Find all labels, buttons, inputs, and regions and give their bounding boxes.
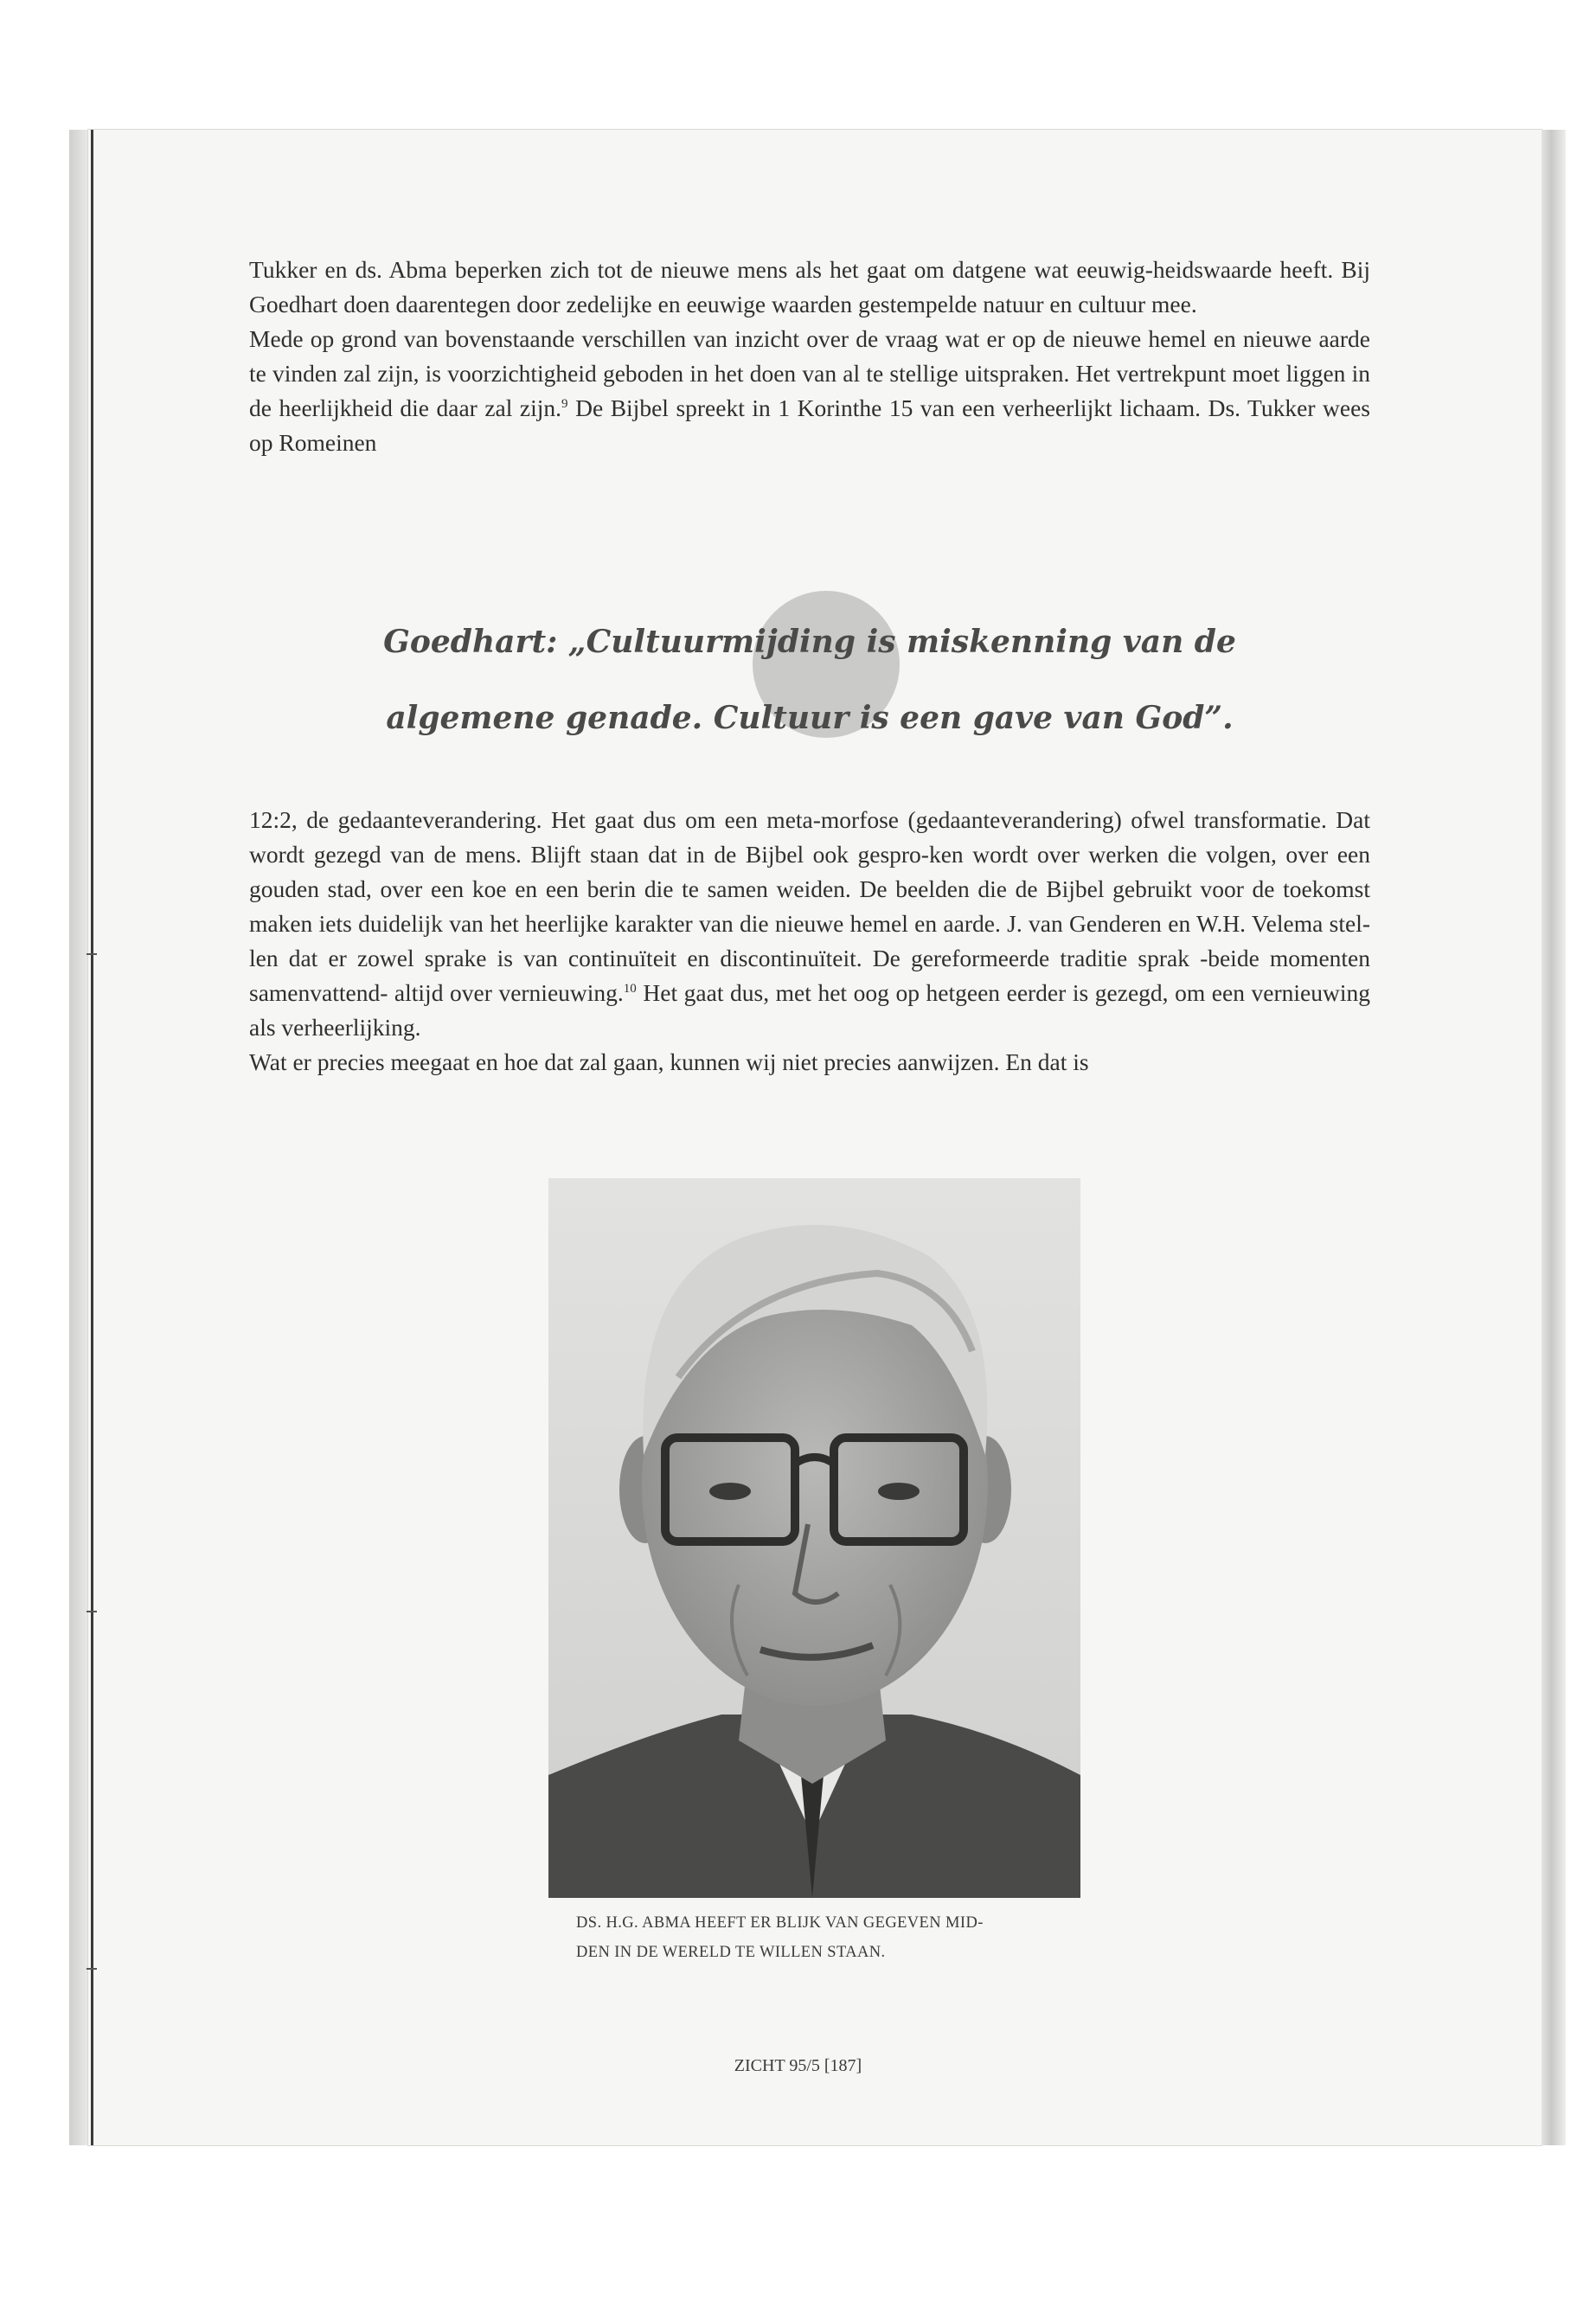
paragraph: Tukker en ds. Abma beperken zich tot de nieuwe mens als het gaat om datgene wat eeuwig-heidswaarde heeft. Bij Goedhart doen daarentegen door zedelijke en eeuwige waarden gestempelde natuur en cultuur mee. — [249, 256, 1370, 317]
pull-quote-line: algemene genade. Cultuur is een gave van God”. — [386, 700, 1234, 736]
article-text-bottom — [249, 803, 1370, 1080]
portrait-photo-illustration — [548, 1178, 1080, 1898]
book-binding-line — [91, 130, 93, 2145]
pull-quote-line: Goedhart: „Cultuurmijding is miskenning van de — [383, 624, 1236, 660]
book-spine-shadow — [69, 130, 90, 2145]
paragraph-text: Mede op grond van bovenstaande verschillen van inzicht over de vraag wat er op de nieuwe hemel en nieuwe aarde te vinden zal zijn, is voorzichtigheid geboden in het doen van al te stellige uitspraken. Het vertrekpunt moet liggen in de heerlijkheid die daar zal zijn. — [249, 325, 1370, 421]
footnote-marker: 9 — [561, 396, 568, 411]
photo-caption — [576, 1908, 1095, 1967]
paragraph-text: Het gaat dus, met het oog op hetgeen eerder is gezegd, om een vernieuwing als verheerlijking. — [249, 979, 1370, 1041]
paragraph — [249, 322, 1370, 460]
caption-line: DS. H.G. ABMA HEEFT ER BLIJK VAN GEGEVEN MID- — [576, 1914, 984, 1932]
paragraph-text: 12:2, de gedaanteverandering. Het gaat dus om een meta-morfose (gedaanteverandering) ofwel transformatie. Dat wordt gezegd van de mens. Blijft staan dat in de Bijbel ook gespro-ken wordt over werken die volgen, over een gouden stad, over een koe en een berin die te samen weiden. De beelden die de Bijbel gebruikt voor de toekomst maken iets duidelijk van het heerlijke karakter van die nieuwe hemel en aarde. J. van Genderen en W.H. Velema stel-len dat er zowel sprake is van continuïteit en discontinuïteit. De gereformeerde traditie sprak -beide momenten samenvattend- altijd over vernieuwing. — [249, 806, 1370, 1006]
paragraph: Wat er precies meegaat en hoe dat zal gaan, kunnen wij niet precies aanwijzen. En dat is — [249, 1048, 1089, 1075]
caption-line: DEN IN DE WERELD TE WILLEN STAAN. — [576, 1944, 886, 1961]
paragraph-text: De Bijbel spreekt in 1 Korinthe 15 van een verheerlijkt lichaam. Ds. Tukker wees op Romeinen — [249, 394, 1371, 456]
paragraph — [249, 803, 1370, 1045]
article-text-top — [249, 253, 1370, 460]
page-folio: ZICHT 95/5 [187] — [734, 2056, 862, 2075]
binding-stitch — [87, 953, 97, 955]
portrait-photo — [548, 1178, 1080, 1898]
page-edge-stack — [1542, 130, 1566, 2145]
binding-stitch — [87, 1968, 97, 1970]
footnote-marker: 10 — [623, 981, 637, 996]
pull-quote — [249, 604, 1370, 756]
binding-stitch — [87, 1611, 97, 1612]
